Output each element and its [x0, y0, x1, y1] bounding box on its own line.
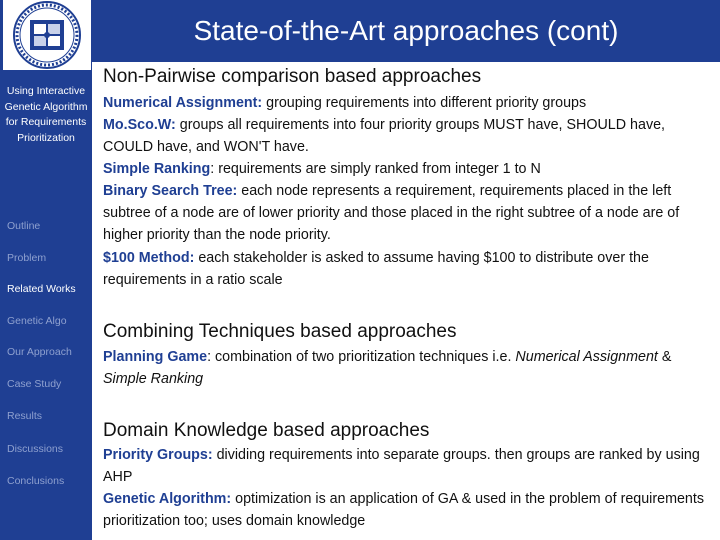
- list-item: [103, 247, 715, 291]
- list-item: [103, 444, 715, 488]
- nav-item-related-works[interactable]: Related Works: [7, 283, 76, 295]
- term-binary-search-tree: Binary Search Tree:: [103, 183, 238, 199]
- section-heading-combining: Combining Techniques based approaches: [103, 321, 457, 342]
- presentation-title: Using Interactive Genetic Algorithm for Requirements Prioritization: [4, 85, 88, 144]
- term-100-dollar-method: $100 Method:: [103, 250, 195, 266]
- nav-item-problem[interactable]: Problem: [7, 252, 47, 264]
- description: : requirements are simply ranked from integer 1 to N: [210, 161, 541, 177]
- nav-item-genetic-algo[interactable]: Genetic Algo: [7, 315, 67, 327]
- section-heading-non-pairwise: Non-Pairwise comparison based approaches: [103, 66, 482, 87]
- nav-item-outline[interactable]: Outline: [7, 220, 41, 232]
- description: each stakeholder is asked to assume having $100 to distribute over the requirements in a ratio scale: [103, 250, 649, 289]
- list-item: [103, 92, 715, 114]
- term-planning-game: Planning Game: [103, 349, 208, 365]
- nav-item-our-approach[interactable]: Our Approach: [7, 346, 72, 358]
- list-item: [103, 346, 715, 390]
- description: dividing requirements into separate groups. then groups are ranked by using AHP: [103, 447, 700, 486]
- slide-header: [92, 0, 720, 62]
- sidebar: [0, 0, 92, 540]
- nav-item-discussions[interactable]: Discussions: [7, 443, 64, 455]
- description: each node represents a requirement, requirements placed in the left subtree of a node are of lower priority and those placed in the right subtree of a node are of higher priority than the node priority.: [103, 183, 680, 244]
- slide-title: State-of-the-Art approaches (cont): [193, 15, 619, 46]
- nav-item-conclusions[interactable]: Conclusions: [7, 475, 65, 487]
- conjunction: &: [657, 349, 672, 365]
- term-moscow: Mo.Sco.W:: [103, 117, 176, 133]
- section-heading-domain-knowledge: Domain Knowledge based approaches: [103, 420, 430, 441]
- description: groups all requirements into four priority groups MUST have, SHOULD have, COULD have, and WON'T have.: [103, 117, 666, 156]
- list-item: [103, 488, 715, 532]
- term-genetic-algorithm: Genetic Algorithm:: [103, 491, 232, 507]
- list-item: [103, 180, 715, 247]
- nav-item-case-study[interactable]: Case Study: [7, 378, 62, 390]
- emphasis-simple-ranking: Simple Ranking: [103, 371, 204, 388]
- description: optimization is an application of GA & used in the problem of requirements prioritization too; uses domain knowledge: [103, 491, 705, 530]
- term-simple-ranking: Simple Ranking: [103, 161, 211, 177]
- list-item: [103, 114, 715, 158]
- term-priority-groups: Priority Groups:: [103, 447, 213, 463]
- term-numerical-assignment: Numerical Assignment:: [103, 95, 263, 111]
- university-seal-logo: [3, 0, 91, 70]
- description: : combination of two prioritization techniques i.e.: [207, 349, 516, 365]
- list-item: [103, 158, 715, 180]
- description: grouping requirements into different priority groups: [262, 95, 587, 111]
- nav-item-results[interactable]: Results: [7, 410, 43, 422]
- emphasis-numerical-assignment: Numerical Assignment: [515, 349, 658, 365]
